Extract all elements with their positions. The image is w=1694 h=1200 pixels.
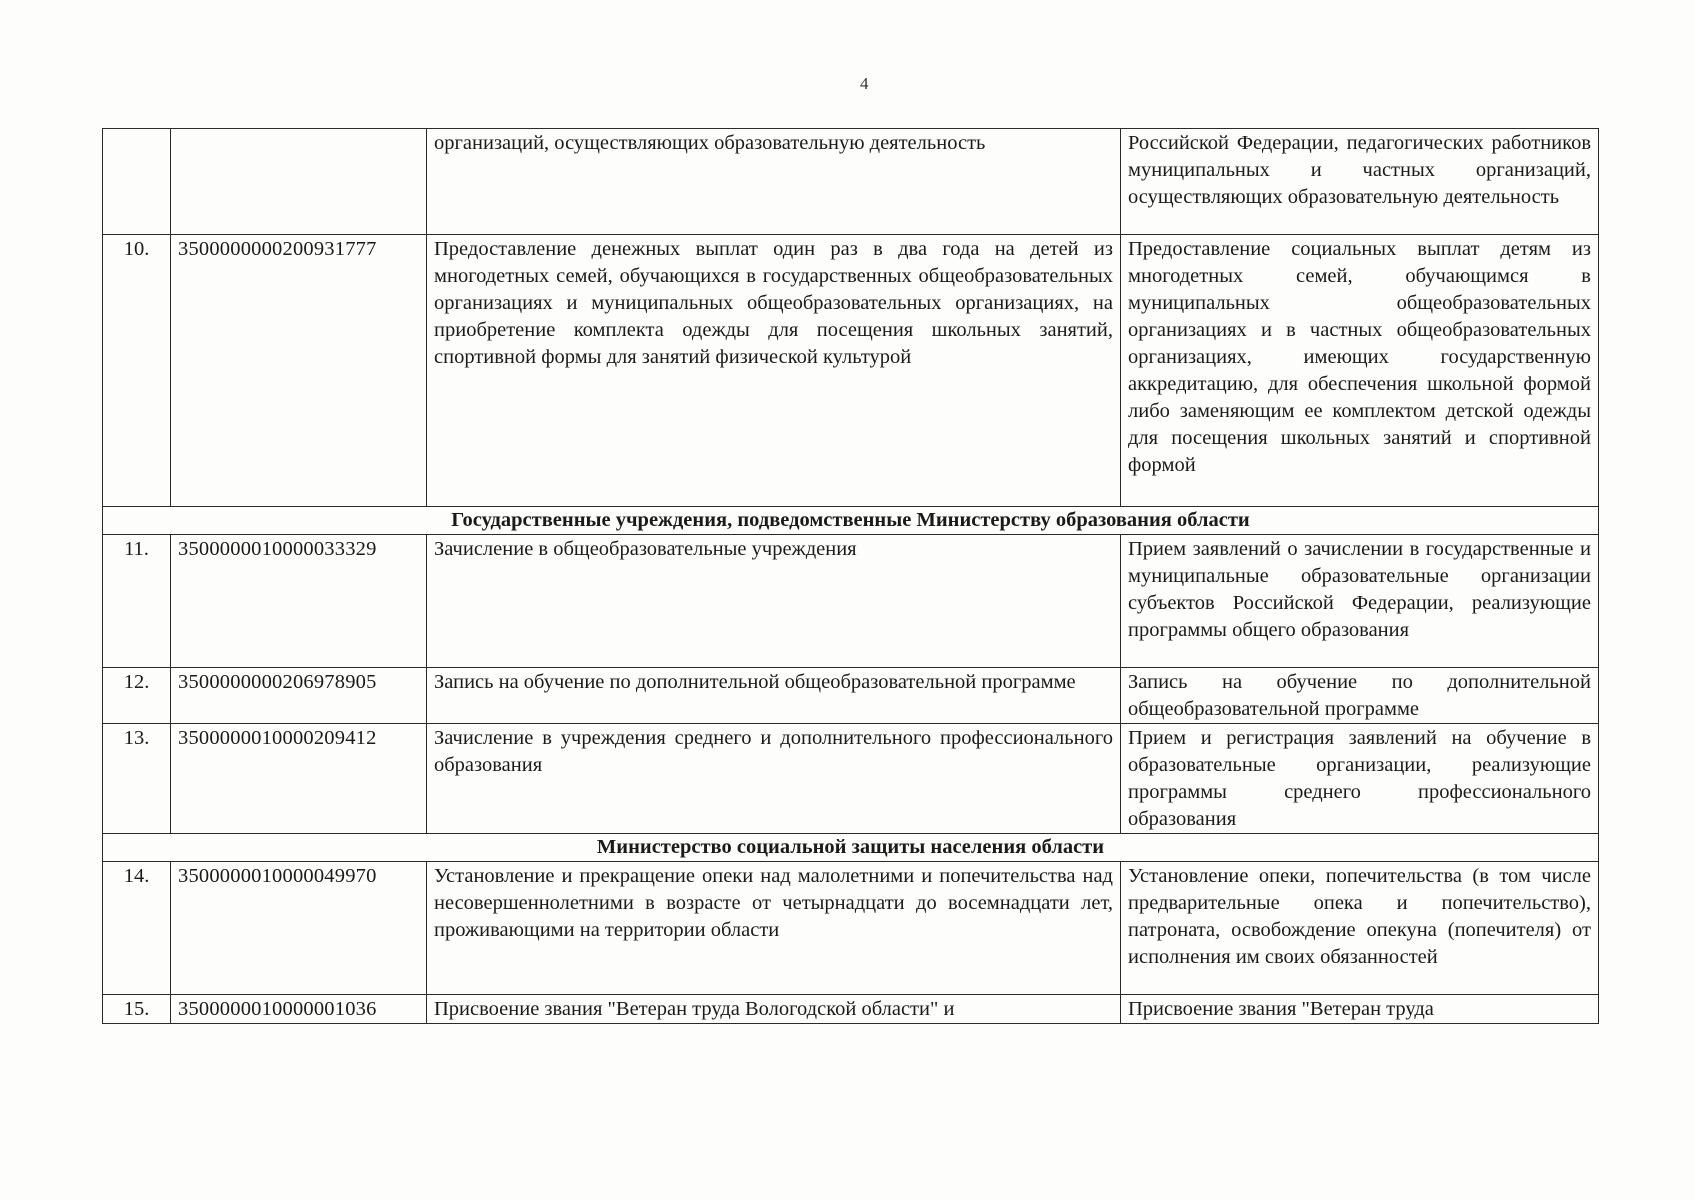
service-code: 3500000000200931777 [171, 235, 427, 507]
epgu-service-name: Предоставление социальных выплат детям из многодетных семей, обучающимся в муниципальных общеобразовательных организациях и в частных общеобразовательных организациях, имеющих государственную аккредитацию, для обеспечения школьной формой либо заменяющим ее комплектом детской одежды для посещения школьных занятий и спортивной формой [1121, 235, 1599, 507]
row-number: 13. [103, 724, 171, 834]
table-row [103, 235, 1599, 507]
epgu-service-name: Российской Федерации, педагогических работников муниципальных и частных организаций, осуществляющих образовательную деятельность [1121, 129, 1599, 235]
table-row [103, 862, 1599, 995]
row-number: 10. [103, 235, 171, 507]
epgu-service-name: Прием заявлений о зачислении в государственные и муниципальные образовательные организации субъектов Российской Федерации, реализующие программы общего образования [1121, 535, 1599, 668]
page-number: 4 [860, 74, 869, 93]
row-number: 14. [103, 862, 171, 995]
service-name: Запись на обучение по дополнительной общеобразовательной программе [427, 668, 1121, 724]
service-name: Предоставление денежных выплат один раз в два года на детей из многодетных семей, обучающихся в государственных общеобразовательных организациях и муниципальных общеобразовательных организациях, на приобретение комплекта одежды для посещения школьных занятий, спортивной формы для занятий физической культурой [427, 235, 1121, 507]
service-code: 3500000010000001036 [171, 995, 427, 1024]
row-number: 11. [103, 535, 171, 668]
service-name: Зачисление в учреждения среднего и дополнительного профессионального образования [427, 724, 1121, 834]
service-code: 3500000000206978905 [171, 668, 427, 724]
section-header-row [103, 507, 1599, 535]
table-row [103, 129, 1599, 235]
row-number: 15. [103, 995, 171, 1024]
service-name: Присвоение звания "Ветеран труда Вологодской области" и [427, 995, 1121, 1024]
service-name: Зачисление в общеобразовательные учреждения [427, 535, 1121, 668]
row-number [103, 129, 171, 235]
epgu-service-name: Запись на обучение по дополнительной общеобразовательной программе [1121, 668, 1599, 724]
service-code: 3500000010000209412 [171, 724, 427, 834]
section-title: Государственные учреждения, подведомственные Министерству образования области [103, 507, 1599, 535]
table-row [103, 668, 1599, 724]
table-row [103, 724, 1599, 834]
section-title: Министерство социальной защиты населения области [103, 834, 1599, 862]
row-number: 12. [103, 668, 171, 724]
service-code: 3500000010000049970 [171, 862, 427, 995]
table-row [103, 535, 1599, 668]
services-registry-table [102, 128, 1599, 1024]
service-code: 3500000010000033329 [171, 535, 427, 668]
section-header-row [103, 834, 1599, 862]
table-row [103, 995, 1599, 1024]
service-name: организаций, осуществляющих образовательную деятельность [427, 129, 1121, 235]
service-name: Установление и прекращение опеки над малолетними и попечительства над несовершеннолетними в возрасте от четырнадцати до восемнадцати лет, проживающими на территории области [427, 862, 1121, 995]
epgu-service-name: Установление опеки, попечительства (в том числе предварительные опека и попечительство), патроната, освобождение опекуна (попечителя) от исполнения им своих обязанностей [1121, 862, 1599, 995]
epgu-service-name: Прием и регистрация заявлений на обучение в образовательные организации, реализующие программы среднего профессионального образования [1121, 724, 1599, 834]
epgu-service-name: Присвоение звания "Ветеран труда [1121, 995, 1599, 1024]
service-code [171, 129, 427, 235]
